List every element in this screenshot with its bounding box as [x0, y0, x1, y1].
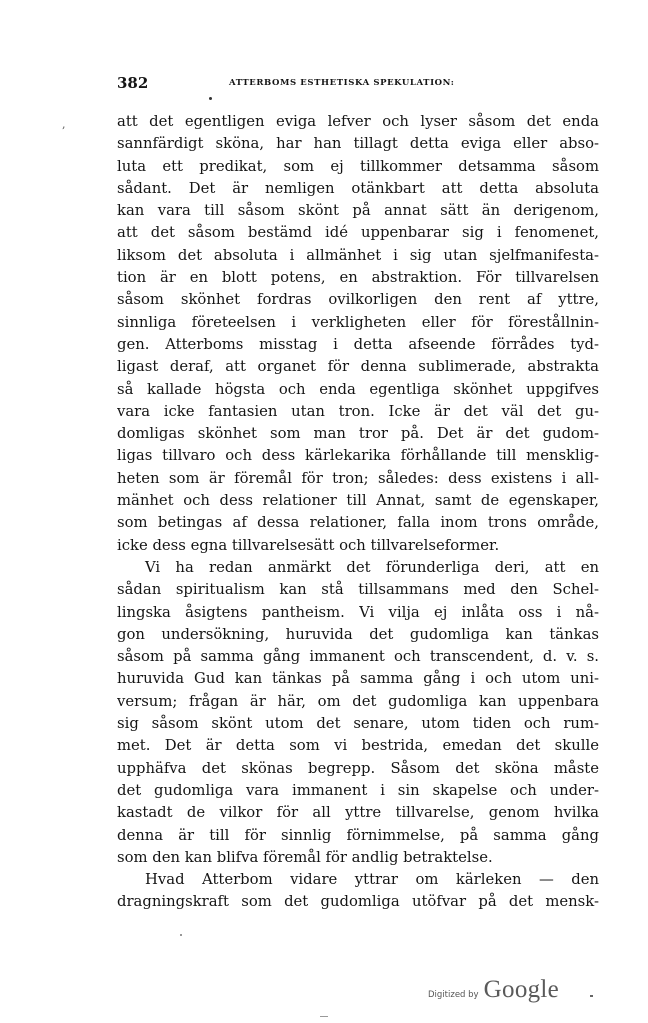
ink-speck	[590, 995, 593, 997]
text-line: så kallade högsta och enda egentliga skönhet uppgifves	[117, 380, 599, 398]
text-line: liksom det absoluta i allmänhet i sig utan sjelfmanifesta-	[117, 246, 599, 264]
text-line: denna är till för sinnlig förnimmelse, på samma gång	[117, 826, 599, 844]
text-line: Hvad Atterbom vidare yttrar om kärleken — den	[145, 871, 599, 889]
text-line: dragningskraft som det gudomliga utöfvar på det mensk-	[117, 893, 599, 911]
text-line: såsom skönhet fordras ovilkorligen den rent af yttre,	[117, 291, 599, 309]
text-line: met. Det är detta som vi bestrida, emedan det skulle	[117, 737, 599, 755]
text-line: sannfärdigt sköna, har han tillagt detta eviga eller abso-	[117, 135, 599, 153]
text-line: ligas tillvaro och dess kärlekarika förhållande till mensklig-	[117, 447, 599, 465]
text-line: mänhet och dess relationer till Annat, samt de egenskaper,	[117, 492, 599, 510]
text-line: heten som är föremål för tron; således: dess existens i all-	[117, 469, 599, 487]
text-line: som den kan blifva föremål för andlig betraktelse.	[117, 848, 493, 866]
digitized-by-google-watermark	[428, 976, 559, 1008]
text-line: icke dess egna tillvarelsesätt och tillvarelseformer.	[117, 536, 500, 554]
text-line: tion är en blott potens, en abstraktion. För tillvarelsen	[117, 269, 599, 287]
text-line: vara icke fantasien utan tron. Icke är det väl det gu-	[117, 402, 599, 420]
text-line: ligast deraf, att organet för denna sublimerade, abstrakta	[117, 358, 599, 376]
running-head	[117, 74, 597, 92]
text-line: såsom på samma gång immanent och transcendent, d. v. s.	[117, 648, 599, 666]
google-wordmark: Google	[483, 976, 560, 1003]
text-line: versum; frågan är här, om det gudomliga kan uppenbara	[117, 692, 599, 710]
text-line: huruvida Gud kan tänkas på samma gång i och utom uni-	[117, 670, 599, 688]
text-line: sinnliga företeelsen i verkligheten eller för förestållnin-	[117, 313, 599, 331]
text-line: sig såsom skönt utom det senare, utom tiden och rum-	[117, 715, 599, 733]
text-line: att det egentligen eviga lefver och lyser såsom det enda	[117, 113, 599, 130]
digitized-by-label: Digitized by	[428, 990, 479, 1000]
text-line: gon undersökning, huruvida det gudomliga kan tänkas	[117, 625, 599, 643]
text-line: att det såsom bestämd idé uppenbarar sig i fenomenet,	[117, 224, 599, 242]
running-title: ATTERBOMS ESTHETISKA SPEKULATION:	[229, 78, 455, 88]
text-line: sådan spiritualism kan stå tillsammans med den Schel-	[117, 581, 599, 599]
text-line: lingska åsigtens pantheism. Vi vilja ej inlåta oss i nå-	[117, 603, 599, 621]
ink-speck	[180, 934, 182, 936]
text-line: kan vara till såsom skönt på annat sätt än derigenom,	[117, 202, 599, 220]
text-line: det gudomliga vara immanent i sin skapelse och under-	[117, 781, 599, 799]
text-line: kastadt de vilkor för all yttre tillvarelse, genom hvilka	[117, 804, 599, 822]
page-number: 382	[117, 74, 149, 92]
text-line: domligas skönhet som man tror på. Det är det gudom-	[117, 425, 599, 443]
body-text	[117, 111, 599, 914]
text-line: gen. Atterboms misstag i detta afseende förrådes tyd-	[117, 335, 599, 353]
text-line: luta ett predikat, som ej tillkommer detsamma såsom	[117, 157, 599, 175]
ink-speck	[209, 97, 212, 100]
text-line: sådant. Det är nemligen otänkbart att detta absoluta	[117, 179, 599, 197]
text-line: upphäfva det skönas begrepp. Såsom det sköna måste	[117, 759, 599, 777]
text-line: Vi ha redan anmärkt det förunderliga deri, att en	[145, 558, 599, 576]
margin-mark: ,	[62, 118, 66, 131]
ink-speck	[320, 1016, 328, 1017]
text-line: som betingas af dessa relationer, falla inom trons område,	[117, 514, 599, 532]
